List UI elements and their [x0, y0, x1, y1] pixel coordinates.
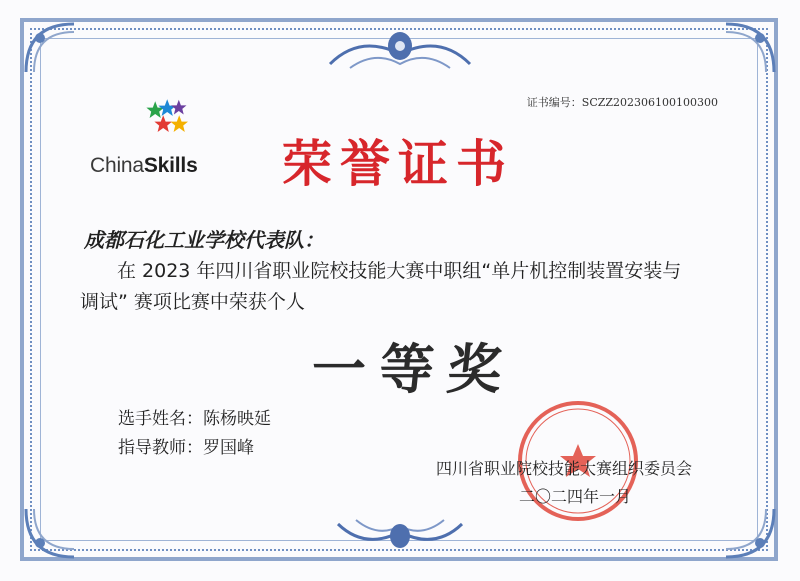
logo-text — [90, 154, 220, 178]
teacher-name: 罗国峰 — [203, 438, 254, 458]
teacher-label: 指导教师： — [118, 438, 203, 458]
certificate-number — [527, 94, 718, 110]
corner-ornament-icon — [22, 505, 78, 561]
corner-ornament-icon — [722, 20, 778, 76]
logo-text-skills: Skills — [143, 154, 198, 177]
teacher-info — [118, 433, 254, 458]
logo-text-china: China — [90, 154, 144, 177]
award-description-line1: 在 2023 年四川省职业院校技能大赛中职组“单片机控制装置安装与 — [117, 260, 682, 282]
student-info — [118, 404, 271, 429]
certificate-number-value: SCZZ202306100100300 — [581, 96, 718, 109]
award-level: 一等奖 — [308, 337, 519, 401]
recipient-team: 成都石化工业学校代表队： — [84, 228, 324, 252]
issue-date: 二〇二四年一月 — [519, 487, 632, 506]
certificate-title: 荣誉证书 — [282, 134, 514, 193]
corner-ornament-icon — [722, 505, 778, 561]
bottom-ornament-icon — [330, 510, 470, 554]
student-name: 陈杨映延 — [203, 409, 271, 429]
organizer: 四川省职业院校技能大赛组织委员会 — [436, 459, 693, 478]
chinaskills-logo — [90, 98, 220, 182]
student-label: 选手姓名： — [118, 409, 203, 429]
colored-stars-icon — [90, 98, 220, 154]
certificate-number-label: 证书编号： — [526, 96, 582, 109]
award-description-line2: 调试” 赛项比赛中荣获个人 — [80, 291, 305, 313]
top-ornament-icon — [320, 24, 480, 80]
corner-ornament-icon — [22, 20, 78, 76]
